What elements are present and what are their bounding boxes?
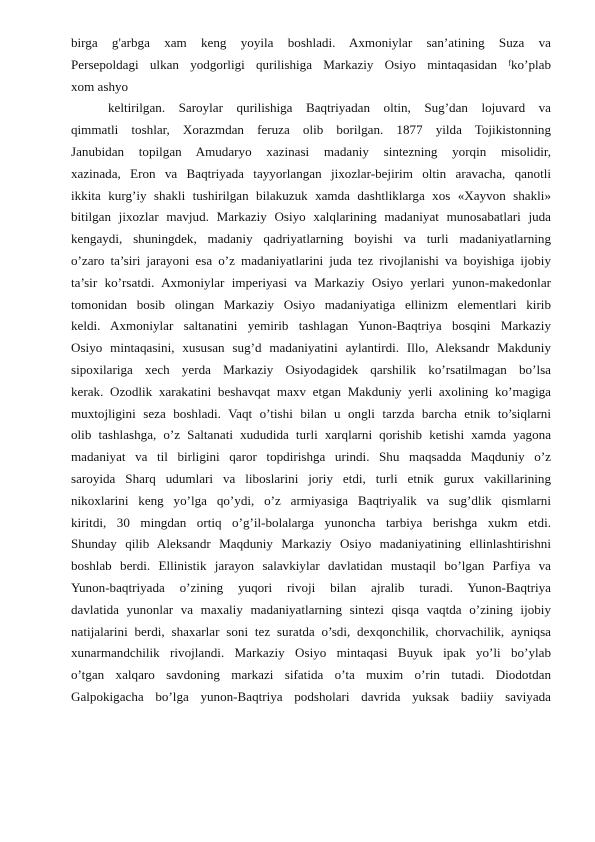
text-line-14: keldi. Axmoniylar saltanatini yemirib tashlagan Yunon-Baqtriya bosqini Markaziy (71, 318, 551, 334)
text-line-19: olib tashlashga, o’z Saltanati xududida turli xarqlarni qorishib ketishi xamda yagona (71, 427, 551, 443)
text-line-9: bitilgan jixozlar mavjud. Markaziy Osiyo xalqlarining madaniyat munosabatlari juda (71, 209, 551, 225)
text-line-6: Janubidan topilgan Amudaryo xazinasi madaniy sintezning yorqin misolidir, (71, 143, 551, 159)
text-line-20: madaniyat va til birligini qaror topdirishga urindi. Shu maqsadda Maqduniy o’z (71, 449, 551, 465)
text-line-2: Persepoldagi ulkan yodgorligi qurilishiga Markaziy Osiyo mintaqasidan ᶠko’plab (71, 56, 551, 72)
text-line-23: kiritdi, 30 mingdan ortiq o’g’il-bolalarga yunoncha tarbiya berishga xukm etdi. (71, 514, 551, 530)
text-line-12: ta’sir ko’rsatdi. Axmoniylar imperiyasi va Markaziy Osiyo yerlari yunon-makedonlar (71, 274, 551, 290)
text-line-5: qimmatli toshlar, Xorazmdan feruza olib borilgan. 1877 yilda Tojikistonning (71, 122, 551, 138)
text-line-24: Shunday qilib Aleksandr Maqduniy Markaziy Osiyo madaniyatining ellinlashtirishni (71, 536, 551, 552)
text-line-28: natijalarini berdi, shaxarlar soni tez suratda o’sdi, dexqonchilik, chorvachilik, ayniqsa (71, 623, 551, 639)
text-line-8: ikkita kurg’iy shakli tushirilgan bilakuzuk xamda dashtliklarga xos «Xayvon shakli» (71, 187, 551, 203)
text-line-13: tomonidan bosib olingan Markaziy Osiyo madaniyatiga ellinizm elementlari kirib (71, 296, 551, 312)
text-line-4: keltirilgan. Saroylar qurilishiga Baqtriyadan oltin, Sug’dan lojuvard va (108, 100, 551, 116)
text-line-10: kengaydi, shuningdek, madaniy qadriyatlarning boyishi va turli madaniyatlarning (71, 231, 551, 247)
text-line-22: nikoxlarini keng yo’lga qo’ydi, o’z armiyasiga Baqtriyalik va sug’dlik qismlarni (71, 492, 551, 508)
text-line-26: Yunon-baqtriyada o’zining yuqori rivoji bilan ajralib turadi. Yunon-Baqtriya (71, 579, 551, 595)
document-body (71, 32, 551, 708)
text-line-30: o’tgan xalqaro savdoning markazi sifatida o’ta muxim o’rin tutadi. Diodotdan (71, 667, 551, 683)
text-line-3: xom ashyo (71, 78, 129, 94)
text-line-27: davlatida yunonlar va maxaliy madaniyatlarning sintezi qisqa vaqtda o’zining ijobiy (71, 601, 551, 617)
text-line-29: xunarmandchilik rivojlandi. Markaziy Osiyo mintaqasi Buyuk ipak yo’li bo’ylab (71, 645, 551, 661)
text-line-18: muxtojligini seza boshladi. Vaqt o’tishi bilan u ongli tarzda barcha etnik to’siqlarni (71, 405, 551, 421)
text-line-25: boshlab berdi. Ellinistik jarayon salavkiylar davlatidan mustaqil bo’lgan Parfiya va (71, 558, 551, 574)
text-line-17: kerak. Ozodlik xarakatini beshavqat maxv etgan Makduniy yerli axolining ko’magiga (71, 383, 551, 399)
text-line-1: birga g'arbga xam keng yoyila boshladi. Axmoniylar san’atining Suza va (71, 35, 551, 50)
text-line-7: xazinada, Eron va Baqtriyada tayyorlangan jixozlar-bejirim oltin aravacha, qanotli (71, 165, 551, 181)
text-line-15: Osiyo mintaqasini, xususan sug’d madaniyatini aylantirdi. Illo, Aleksandr Makduniy (71, 340, 551, 356)
text-line-31: Galpokigacha bo’lga yunon-Baqtriya podsholari davrida yuksak badiiy saviyada (71, 688, 551, 704)
text-line-16: sipoxilariga xech yerda Markaziy Osiyodagidek qarshilik ko’rsatilmagan bo’lsa (71, 361, 551, 377)
text-line-11: o’zaro ta’siri jarayoni esa o’z madaniyatlarini juda tez rivojlanishi va boyishiga ijobiy (71, 252, 551, 268)
text-line-21: saroyida Sharq udumlari va liboslarini joriy etdi, turli etnik gurux vakillarining (71, 470, 551, 486)
